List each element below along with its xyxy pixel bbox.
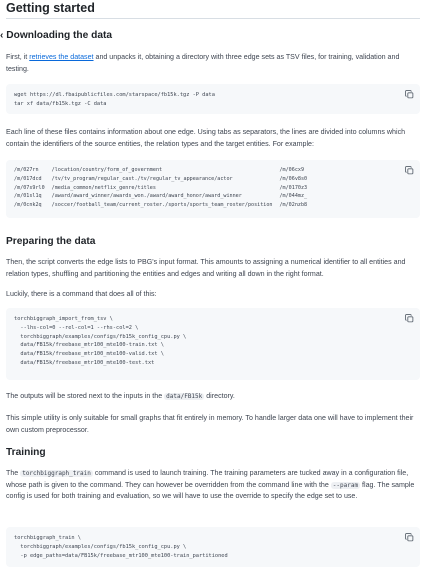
target-entity-cell: /m/06cx9	[279, 167, 305, 173]
relation-type-cell: /location/country/form_of_government	[51, 167, 163, 173]
import-code: torchbiggraph_import_from_tsv \ --lhs-col=0 --rel-col=1 --rhs-col=2 \ torchbiggraph/examples/configs/fb15k_config_cpu.py \ data/FB15k/freebase_mtr100_mte100-train.txt \ data/FB15k/freebase_mtr100_mte100-valid.txt \ data/FB15k/freebase_mtr100_mte100-test.txt	[14, 316, 187, 366]
training-text-3: flag. The sample config is used for both training and evaluation, so we will have to use the override to specify the edge set to use.	[6, 480, 415, 500]
copy-icon[interactable]	[405, 533, 414, 542]
source-entity-cell: /m/01sl1q	[14, 193, 42, 200]
copy-icon[interactable]	[405, 90, 414, 99]
train-code-block	[6, 527, 420, 567]
import-code-block	[6, 308, 420, 380]
outputs-text-end: directory.	[204, 392, 235, 400]
page-title: Getting started	[6, 1, 95, 15]
inline-code-param-flag: --param	[332, 481, 359, 489]
download-code: wget https://dl.fbaipublicfiles.com/starspace/fb15k.tgz -P data tar xf data/fb15k.tgz -C data	[14, 92, 215, 107]
anchor-marker: ‹	[0, 30, 4, 41]
example-row	[14, 192, 314, 201]
download-body: Each line of these files contains information about one edge. Using tabs as separators, the lines are divided into columns which contain the identifiers of the source entities, the relation types and the target entities. For example:	[6, 128, 406, 148]
example-row	[14, 184, 314, 193]
heading-downloading-the-data	[0, 30, 112, 41]
inline-code-data-dir: data/FB15k	[166, 393, 203, 400]
example-row	[14, 201, 314, 210]
example-code-block	[6, 160, 420, 218]
prepare-lucky: Luckily, there is a command that does all of this:	[6, 290, 157, 298]
intro-text-start: First, it	[6, 53, 30, 61]
copy-icon[interactable]	[405, 166, 414, 175]
example-row	[14, 175, 314, 184]
training-text-1: The	[6, 469, 21, 477]
download-intro	[6, 52, 420, 75]
heading-training: Training	[6, 447, 46, 458]
relation-type-cell: /award/award_winner/awards_won./award/award_honor/award_winner	[51, 193, 242, 200]
train-code: torchbiggraph_train \ torchbiggraph/examples/configs/fb15k_config_cpu.py \ -p edge_paths=data/FB15k/freebase_mtr100_mte100-train_partitioned	[14, 535, 228, 559]
prepare-note: This simple utility is only suitable for small graphs that fit entirely in memory. To handle larger data one will have to implement their own custom preprocessor.	[6, 414, 414, 434]
heading-text: Downloading the data	[6, 30, 113, 41]
target-entity-cell: /m/02nzb8	[279, 202, 308, 209]
relation-type-cell: /tv/tv_program/regular_cast./tv/regular_tv_appearance/actor	[51, 175, 233, 182]
example-edges-table	[14, 166, 314, 210]
outputs-text	[6, 391, 420, 403]
inline-code-train-command: torchbiggraph_train	[22, 470, 91, 477]
prepare-body: Then, the script converts the edge lists to PBG's input format. This amounts to assigning a numerical identifier to all entities and relation types, shuffling and partitioning the entities and edges and writing all down in the right format.	[6, 258, 406, 278]
target-entity-cell: /m/0170z3	[279, 184, 308, 191]
outputs-text-start: The outputs will be stored next to the inputs in the	[6, 392, 165, 400]
intro-text-end: and unpacks it, obtaining a directory with three edge sets as TSV files, for training, validation and testing.	[6, 53, 400, 73]
relation-type-cell: /media_common/netflix_genre/titles	[51, 184, 156, 191]
source-entity-cell: /m/0cnk2q	[14, 202, 42, 209]
retrieves-dataset-link[interactable]: retrieves the dataset	[29, 53, 94, 61]
heading-preparing-the-data: Preparing the data	[6, 236, 96, 247]
training-body	[6, 468, 420, 503]
download-code-block	[6, 84, 420, 114]
source-entity-cell: /m/027rn	[14, 167, 39, 173]
title-divider	[6, 18, 420, 19]
relation-type-cell: /soccer/football_team/current_roster./sports/sports_team_roster/position	[51, 202, 273, 209]
target-entity-cell: /m/06v8s0	[279, 175, 308, 182]
source-entity-cell: /m/07s9rl0	[14, 184, 45, 191]
training-text-2: command is used to launch training. The training parameters are tucked away in a configuration file, whose path is given to the command. They can however be overridden from the command line with the	[6, 469, 409, 489]
example-row	[14, 166, 314, 175]
target-entity-cell: /m/044mz_	[279, 193, 308, 200]
copy-icon[interactable]	[405, 314, 414, 323]
source-entity-cell: /m/017dcd	[14, 175, 42, 182]
